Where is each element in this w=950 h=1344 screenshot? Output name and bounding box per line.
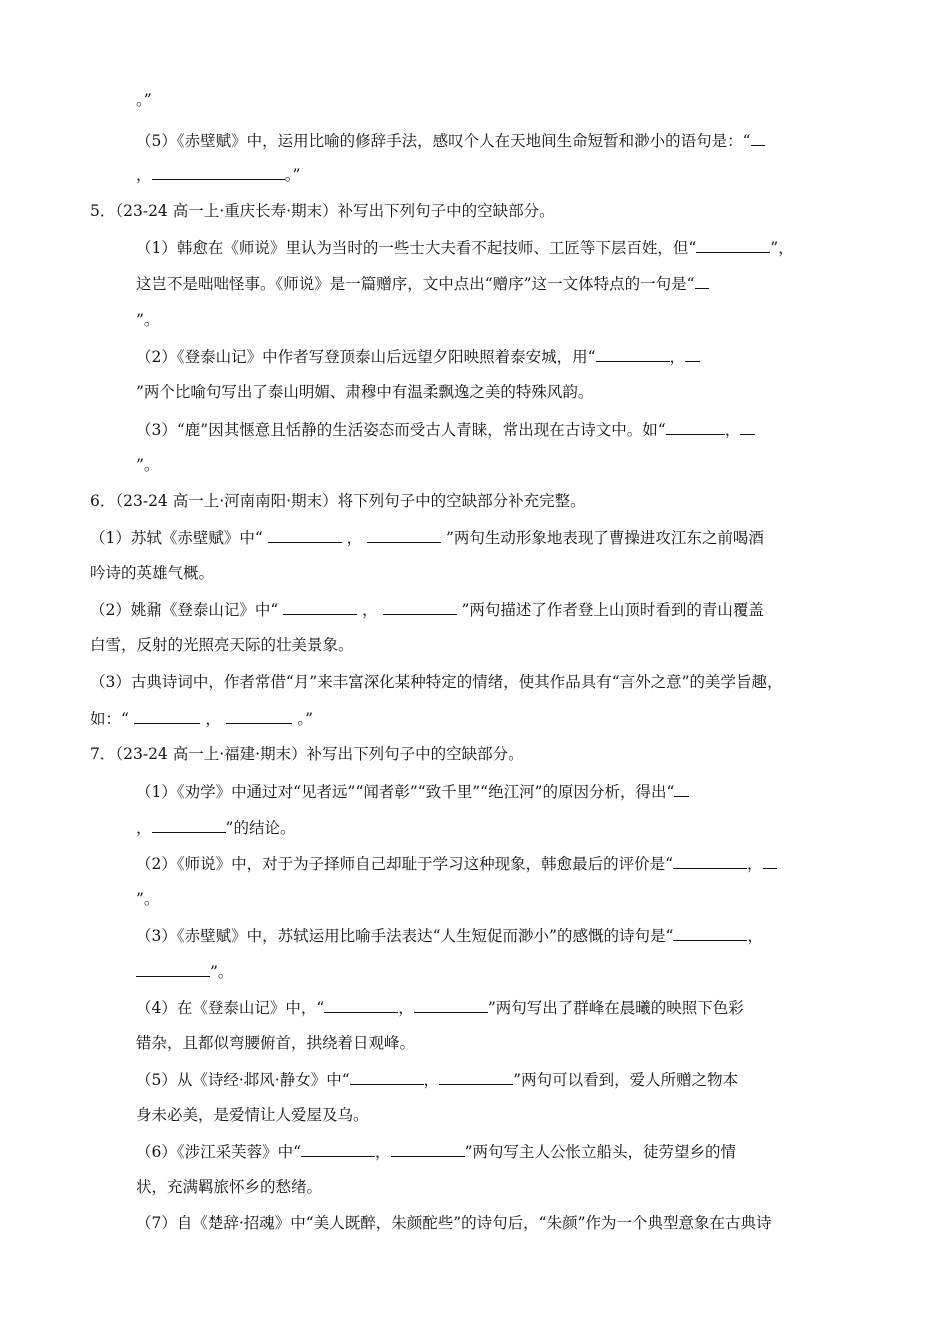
text-line: （1）《劝学》中通过对“见者远”“闻者彰”“致千里”“绝江河”的原因分析，得出“ xyxy=(136,781,689,802)
text-line: 白雪，反射的光照亮天际的壮美景象。 xyxy=(90,636,354,654)
text-line: （1）韩愈在《师说》里认为当时的一些士大夫看不起技师、工匠等下层百姓，但“ ”， xyxy=(136,239,794,257)
question-heading: 7．（23-24 高一上·福建·期末）补写出下列句子中的空缺部分。 xyxy=(90,745,524,763)
text-line: 如：“ ， 。” xyxy=(90,710,314,728)
answer-blank xyxy=(751,130,766,146)
text-line: （4）在《登泰山记》中，“ ， ”两句写出了群峰在晨曦的映照下色彩 xyxy=(136,999,744,1017)
text-line: ”。 xyxy=(136,311,160,329)
text-line: ， 。” xyxy=(136,166,301,184)
question-heading: 5．（23-24 高一上·重庆长寿·期末）补写出下列句子中的空缺部分。 xyxy=(90,202,555,220)
answer-blank xyxy=(685,346,700,362)
answer-blank xyxy=(367,527,441,543)
text-line: （2）《登泰山记》中作者写登顶泰山后远望夕阳映照着泰安城，用“ ， xyxy=(136,346,700,367)
answer-blank xyxy=(439,1069,513,1085)
text-line: （3）“鹿”因其惬意且恬静的生活姿态而受古人青睐，常出现在古诗文中。如“ ， xyxy=(136,419,755,440)
text-line: 吟诗的英雄气概。 xyxy=(90,564,215,582)
text-line: （5）《赤壁赋》中，运用比喻的修辞手法，感叹个人在天地间生命短暂和渺小的语句是：“ xyxy=(136,130,765,151)
answer-blank xyxy=(391,1141,465,1157)
answer-blank xyxy=(383,599,457,615)
answer-blank xyxy=(673,853,747,869)
answer-blank xyxy=(666,419,725,435)
text-line: （5）从《诗经·邶风·静女》中“ ， ”两句可以看到，爱人所赠之物本 xyxy=(136,1071,739,1089)
text-line: （7）自《楚辞·招魂》中“美人既醉，朱颜酡些”的诗句后，“朱颜”作为一个典型意象在古典诗 xyxy=(136,1214,772,1232)
text-line: （3）《赤壁赋》中，苏轼运用比喻手法表达“人生短促而渺小”的感慨的诗句是“ ， xyxy=(136,927,763,945)
answer-blank xyxy=(695,273,710,289)
answer-blank xyxy=(696,237,770,253)
answer-blank xyxy=(301,1141,375,1157)
text-line: ”。 xyxy=(136,456,160,474)
answer-blank xyxy=(136,961,210,977)
answer-blank xyxy=(152,817,226,833)
answer-blank xyxy=(673,925,747,941)
text-line: （6）《涉江采芙蓉》中“ ， ”两句写主人公怅立船头，徒劳望乡的情 xyxy=(136,1143,736,1161)
text-line: ”两个比喻句写出了泰山明媚、肃穆中有温柔飘逸之美的特殊风韵。 xyxy=(136,383,594,401)
text-line: 错杂，且都似弯腰俯首，拱绕着日观峰。 xyxy=(136,1034,416,1052)
answer-blank xyxy=(283,599,357,615)
answer-blank xyxy=(350,1069,424,1085)
answer-blank xyxy=(740,419,755,435)
text-line: ”。 xyxy=(136,961,233,982)
answer-blank xyxy=(134,708,201,724)
text-line: ， ”的结论。 xyxy=(136,819,296,837)
answer-blank xyxy=(226,708,293,724)
text-line: （1）苏轼《赤壁赋》中“ ， ”两句生动形象地表现了曹操进攻江东之前喝酒 xyxy=(90,529,764,547)
answer-blank xyxy=(674,781,689,797)
text-line: ”。 xyxy=(136,890,160,908)
text-line: 这岂不是咄咄怪事。《师说》是一篇赠序，文中点出“赠序”这一文体特点的一句是“ xyxy=(136,273,709,294)
answer-blank xyxy=(152,164,285,180)
text-line: （3）古典诗词中，作者常借“月”来丰富深化某种特定的情绪，使其作品具有“言外之意”的美学旨趣， xyxy=(90,673,783,691)
text-line: 。” xyxy=(136,91,152,109)
text-line: 身未必美，是爱情让人爱屋及乌。 xyxy=(136,1106,369,1124)
text-line: 状，充满羁旅怀乡的愁绪。 xyxy=(136,1178,323,1196)
answer-blank xyxy=(763,853,778,869)
text-line: （2）《师说》中，对于为子择师自己却耻于学习这种现象，韩愈最后的评价是“ ， xyxy=(136,853,777,874)
answer-blank xyxy=(596,346,670,362)
question-heading: 6．（23-24 高一上·河南南阳·期末）将下列句子中的空缺部分补充完整。 xyxy=(90,492,586,510)
text-line: （2）姚鼐《登泰山记》中“ ， ”两句描述了作者登上山顶时看到的青山覆盖 xyxy=(90,601,764,619)
answer-blank xyxy=(414,997,488,1013)
answer-blank xyxy=(268,527,342,543)
answer-blank xyxy=(324,997,398,1013)
